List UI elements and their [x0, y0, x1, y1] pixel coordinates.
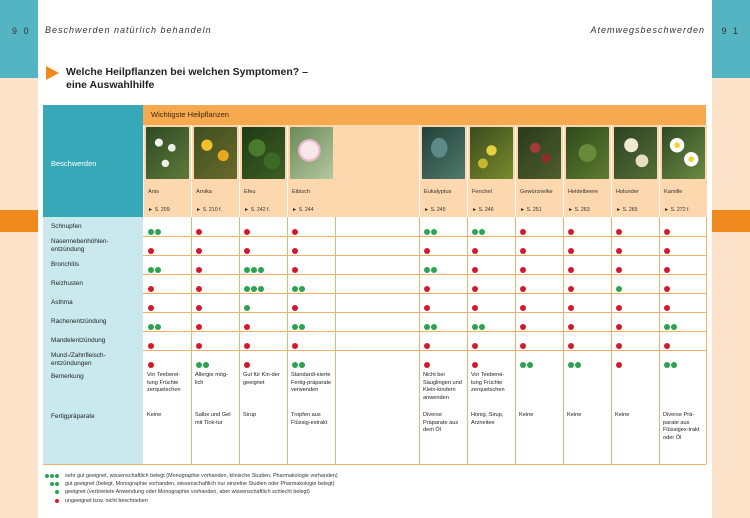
red-dot-icon	[292, 267, 298, 273]
text-cell	[419, 369, 462, 409]
text-cell	[191, 409, 234, 464]
red-dot-icon	[568, 248, 574, 254]
text-cell	[287, 369, 330, 409]
plant-header-5	[467, 125, 515, 217]
plant-photo	[566, 127, 609, 179]
legend-item	[45, 497, 338, 505]
cell-text: Vor Teeberei-tung Früchte zerquetschen	[147, 372, 181, 393]
green-dot-icon	[50, 474, 54, 478]
green-dot-icon	[431, 229, 437, 235]
red-dot-icon	[196, 248, 202, 254]
red-dot-icon	[148, 362, 154, 368]
green-dot-icon	[664, 324, 670, 330]
right-margin-orange-tab	[712, 210, 750, 232]
left-margin-peach-lower	[0, 232, 38, 518]
green-dot-icon	[155, 324, 161, 330]
cell-text: Nicht bei Säuglingen und Klein-kindern anwenden	[423, 372, 462, 401]
running-head-left: Beschwerden natürlich behandeln	[45, 25, 212, 35]
green-dot-icon	[196, 362, 202, 368]
plant-name: Holunder	[616, 189, 639, 195]
red-dot-icon	[472, 305, 478, 311]
cell-text: Standardi-sierte Fertig-präparate verwenden	[291, 372, 332, 393]
plant-name: Heidelbeere	[568, 189, 599, 195]
remarks-row	[43, 369, 706, 410]
red-dot-icon	[520, 286, 526, 292]
row-label-cell	[43, 274, 143, 293]
legend-text: gut geeignet (belegt, Monographie vorhanden, wissenschaftlich nur einzelne Studien oder Pharmakologie belegt)	[65, 481, 335, 488]
row-label: Fertigpräparate	[51, 413, 95, 420]
green-dot-icon	[616, 286, 622, 292]
green-dot-icon	[251, 267, 257, 273]
plant-page-reference[interactable]: ► S. 242 f.	[244, 207, 270, 213]
table-row	[43, 255, 706, 275]
text-cell	[467, 409, 510, 464]
table-row	[43, 312, 706, 332]
row-label-cell	[43, 312, 143, 331]
green-dot-icon	[148, 267, 154, 273]
right-margin-peach-lower	[712, 232, 750, 518]
plant-photo	[518, 127, 561, 179]
red-dot-icon	[472, 343, 478, 349]
red-dot-icon	[196, 267, 202, 273]
right-margin-peach-block	[712, 78, 750, 210]
red-dot-icon	[568, 305, 574, 311]
row-label-cell	[43, 293, 143, 312]
running-head-right: Atemwegsbeschwerden	[590, 25, 705, 35]
corner-header	[43, 105, 143, 217]
row-label: Asthma	[51, 299, 73, 306]
plant-photo	[290, 127, 333, 179]
cell-text: Diverse Prä-parate aus Flüssigex-trakt oder Öl	[663, 412, 700, 441]
table-row	[43, 350, 706, 370]
column-divider	[611, 217, 612, 464]
row-label: Bemerkung	[51, 373, 84, 380]
plant-name: Efeu	[244, 189, 256, 195]
table-row	[43, 274, 706, 294]
red-dot-icon	[55, 499, 59, 503]
left-margin-teal-block	[0, 0, 38, 78]
green-dot-icon	[472, 229, 478, 235]
left-margin-peach-block	[0, 78, 38, 210]
preparations-row	[43, 409, 706, 465]
red-dot-icon	[616, 267, 622, 273]
green-dot-icon	[258, 267, 264, 273]
green-dot-icon	[299, 324, 305, 330]
red-dot-icon	[520, 248, 526, 254]
cell-text: Keine	[519, 412, 534, 418]
green-dot-icon	[292, 362, 298, 368]
red-dot-icon	[196, 324, 202, 330]
red-dot-icon	[148, 343, 154, 349]
title-arrow-icon	[46, 66, 59, 80]
plant-photo	[662, 127, 705, 179]
row-label: Mandelentzündung	[51, 337, 106, 344]
red-dot-icon	[244, 343, 250, 349]
green-dot-icon	[472, 324, 478, 330]
red-dot-icon	[664, 248, 670, 254]
page-number-left: 9 0	[12, 26, 31, 36]
row-label-cell	[43, 369, 143, 409]
red-dot-icon	[424, 248, 430, 254]
red-dot-icon	[568, 229, 574, 235]
text-cell	[239, 369, 282, 409]
green-dot-icon	[424, 324, 430, 330]
text-cell	[611, 369, 654, 409]
cell-text: Diverse Präparate aus dem Öl	[423, 412, 459, 433]
plant-header-7	[563, 125, 611, 217]
plant-photo	[242, 127, 285, 179]
text-cell	[143, 409, 186, 464]
green-dot-icon	[55, 490, 59, 494]
green-dot-icon	[292, 324, 298, 330]
row-label: Reizhusten	[51, 280, 83, 287]
green-dot-icon	[479, 324, 485, 330]
red-dot-icon	[196, 229, 202, 235]
legend-item	[45, 480, 338, 488]
plant-name: Eukalyptus	[424, 189, 452, 195]
plant-name: Gewürznelke	[520, 189, 553, 195]
column-divider	[706, 217, 707, 464]
red-dot-icon	[472, 286, 478, 292]
column-divider	[659, 217, 660, 464]
text-cell	[611, 409, 654, 464]
red-dot-icon	[472, 248, 478, 254]
text-cell	[515, 409, 558, 464]
plant-photo	[146, 127, 189, 179]
red-dot-icon	[472, 267, 478, 273]
red-dot-icon	[244, 248, 250, 254]
green-dot-icon	[155, 267, 161, 273]
plant-page-reference[interactable]: ► S. 272 f.	[664, 207, 690, 213]
red-dot-icon	[616, 248, 622, 254]
plant-name: Eibisch	[292, 189, 311, 195]
text-cell	[191, 369, 234, 409]
page-title	[66, 66, 308, 92]
column-divider	[515, 217, 516, 464]
legend-item	[45, 488, 338, 496]
table-row	[43, 331, 706, 351]
column-divider	[467, 217, 468, 464]
empty-header-gap	[335, 125, 419, 217]
green-dot-icon	[258, 286, 264, 292]
legend	[45, 472, 338, 505]
row-label-cell	[43, 236, 143, 255]
red-dot-icon	[292, 305, 298, 311]
cell-text: Keine	[615, 412, 630, 418]
column-divider	[287, 217, 288, 464]
cell-text: Allergie mög-lich	[195, 372, 228, 386]
red-dot-icon	[568, 286, 574, 292]
plant-page-reference[interactable]: ► S. 245	[424, 207, 446, 213]
text-cell	[659, 369, 702, 409]
plant-photo	[614, 127, 657, 179]
page-number-right: 9 1	[721, 26, 740, 36]
text-cell	[239, 409, 282, 464]
red-dot-icon	[292, 229, 298, 235]
red-dot-icon	[292, 248, 298, 254]
red-dot-icon	[196, 305, 202, 311]
green-dot-icon	[148, 229, 154, 235]
red-dot-icon	[664, 267, 670, 273]
red-dot-icon	[616, 305, 622, 311]
red-dot-icon	[664, 229, 670, 235]
plant-header-6	[515, 125, 563, 217]
plant-header-9	[659, 125, 707, 217]
text-cell	[659, 409, 702, 464]
table-row	[43, 236, 706, 256]
plant-header-1	[191, 125, 239, 217]
corner-header-label: Beschwerden	[51, 159, 97, 168]
red-dot-icon	[148, 286, 154, 292]
plant-name: Arnika	[196, 189, 212, 195]
cell-text: Vor Teeberei-tung Früchte zerquetschen	[471, 372, 505, 393]
row-label: Nasennebenhöhlen-entzündung	[51, 238, 109, 253]
text-cell	[563, 409, 606, 464]
plant-name: Fenchel	[472, 189, 492, 195]
row-label-cell	[43, 350, 143, 369]
row-label: Bronchitis	[51, 261, 80, 268]
red-dot-icon	[616, 229, 622, 235]
green-dot-icon	[424, 267, 430, 273]
green-dot-icon	[55, 482, 59, 486]
green-dot-icon	[520, 362, 526, 368]
cell-text: Honig, Sirup, Arzneitee	[471, 412, 504, 426]
plant-name: Kamille	[664, 189, 683, 195]
green-dot-icon	[299, 286, 305, 292]
row-label-cell	[43, 255, 143, 274]
green-dot-icon	[568, 362, 574, 368]
table-row	[43, 217, 706, 237]
red-dot-icon	[616, 362, 622, 368]
green-dot-icon	[244, 286, 250, 292]
green-dot-icon	[50, 482, 54, 486]
green-dot-icon	[244, 267, 250, 273]
red-dot-icon	[244, 362, 250, 368]
text-cell	[515, 369, 558, 409]
plant-page-reference[interactable]: ► S. 246	[472, 207, 494, 213]
green-dot-icon	[527, 362, 533, 368]
green-dot-icon	[45, 474, 49, 478]
group-header-label: Wichtigste Heilpflanzen	[151, 110, 229, 119]
green-dot-icon	[671, 362, 677, 368]
red-dot-icon	[616, 324, 622, 330]
red-dot-icon	[424, 343, 430, 349]
green-dot-icon	[575, 362, 581, 368]
page-title-line-1: Welche Heilpflanzen bei welchen Symptomen? –	[66, 66, 308, 78]
red-dot-icon	[520, 324, 526, 330]
red-dot-icon	[520, 267, 526, 273]
red-dot-icon	[568, 324, 574, 330]
green-dot-icon	[203, 362, 209, 368]
legend-text: ungeeignet bzw. nicht beschrieben	[65, 497, 148, 504]
red-dot-icon	[424, 286, 430, 292]
red-dot-icon	[520, 229, 526, 235]
plant-header-2	[239, 125, 287, 217]
green-dot-icon	[431, 267, 437, 273]
plant-page-reference[interactable]: ► S. 210 f.	[196, 207, 222, 213]
legend-symbol	[55, 498, 60, 506]
cell-text: Keine	[567, 412, 582, 418]
cell-text: Salbe und Gel mit Tink-tur	[195, 412, 231, 426]
red-dot-icon	[616, 343, 622, 349]
left-margin-orange-tab	[0, 210, 38, 232]
plant-header-8	[611, 125, 659, 217]
red-dot-icon	[292, 343, 298, 349]
page-title-line-2: eine Auswahlhilfe	[66, 79, 155, 91]
cell-text: Sirup	[243, 412, 257, 418]
green-dot-icon	[424, 229, 430, 235]
plant-photo	[422, 127, 465, 179]
plant-photo	[470, 127, 513, 179]
plant-header-3	[287, 125, 335, 217]
green-dot-icon	[431, 324, 437, 330]
legend-text: sehr gut geeignet, wissenschaftlich belegt (Monographie vorhanden, klinische Studien, Pharmakologie vorhanden)	[65, 473, 338, 479]
column-divider	[563, 217, 564, 464]
cell-text: Tropfen aus Flüssig-extrakt	[291, 412, 328, 426]
row-label: Schnupfen	[51, 223, 82, 230]
right-margin-teal-block	[712, 0, 750, 78]
cell-text: Keine	[147, 412, 162, 418]
row-label-cell	[43, 217, 143, 236]
red-dot-icon	[196, 343, 202, 349]
plant-page-reference[interactable]: ► S. 265	[616, 207, 638, 213]
red-dot-icon	[472, 362, 478, 368]
red-dot-icon	[424, 305, 430, 311]
red-dot-icon	[664, 286, 670, 292]
legend-text: geeignet (verbreitete Anwendung oder Monographie vorhanden, aber wissenschaftlich schlecht belegt)	[65, 489, 310, 496]
legend-item	[45, 472, 338, 480]
cell-text: Gut für Kin-der geeignet	[243, 372, 280, 386]
red-dot-icon	[568, 267, 574, 273]
group-header	[143, 105, 706, 125]
plant-name: Anis	[148, 189, 159, 195]
red-dot-icon	[244, 229, 250, 235]
plant-page-reference[interactable]: ► S. 263	[568, 207, 590, 213]
row-label: Rachenentzündung	[51, 318, 107, 325]
green-dot-icon	[671, 324, 677, 330]
row-label-cell	[43, 331, 143, 350]
green-dot-icon	[299, 362, 305, 368]
red-dot-icon	[148, 248, 154, 254]
green-dot-icon	[479, 229, 485, 235]
plant-page-reference[interactable]: ► S. 251	[520, 207, 542, 213]
row-label: Mund-/Zahnfleisch-entzündungen	[51, 352, 106, 367]
green-dot-icon	[148, 324, 154, 330]
green-dot-icon	[155, 229, 161, 235]
red-dot-icon	[568, 343, 574, 349]
green-dot-icon	[292, 286, 298, 292]
text-cell	[287, 409, 330, 464]
text-cell	[143, 369, 186, 409]
text-cell	[563, 369, 606, 409]
text-cell	[467, 369, 510, 409]
red-dot-icon	[244, 324, 250, 330]
plant-page-reference[interactable]: ► S. 209	[148, 207, 170, 213]
red-dot-icon	[520, 343, 526, 349]
red-dot-icon	[148, 305, 154, 311]
green-dot-icon	[244, 305, 250, 311]
plant-photo	[194, 127, 237, 179]
green-dot-icon	[251, 286, 257, 292]
red-dot-icon	[424, 362, 430, 368]
column-divider	[419, 217, 420, 464]
plant-page-reference[interactable]: ► S. 244	[292, 207, 314, 213]
column-divider	[191, 217, 192, 464]
plant-header-4	[419, 125, 467, 217]
plant-header-0	[143, 125, 191, 217]
column-divider	[239, 217, 240, 464]
green-dot-icon	[664, 362, 670, 368]
text-cell	[419, 409, 462, 464]
green-dot-icon	[55, 474, 59, 478]
table-row	[43, 293, 706, 313]
row-label-cell	[43, 409, 143, 464]
red-dot-icon	[664, 305, 670, 311]
red-dot-icon	[520, 305, 526, 311]
column-divider	[335, 217, 336, 464]
red-dot-icon	[196, 286, 202, 292]
red-dot-icon	[664, 343, 670, 349]
